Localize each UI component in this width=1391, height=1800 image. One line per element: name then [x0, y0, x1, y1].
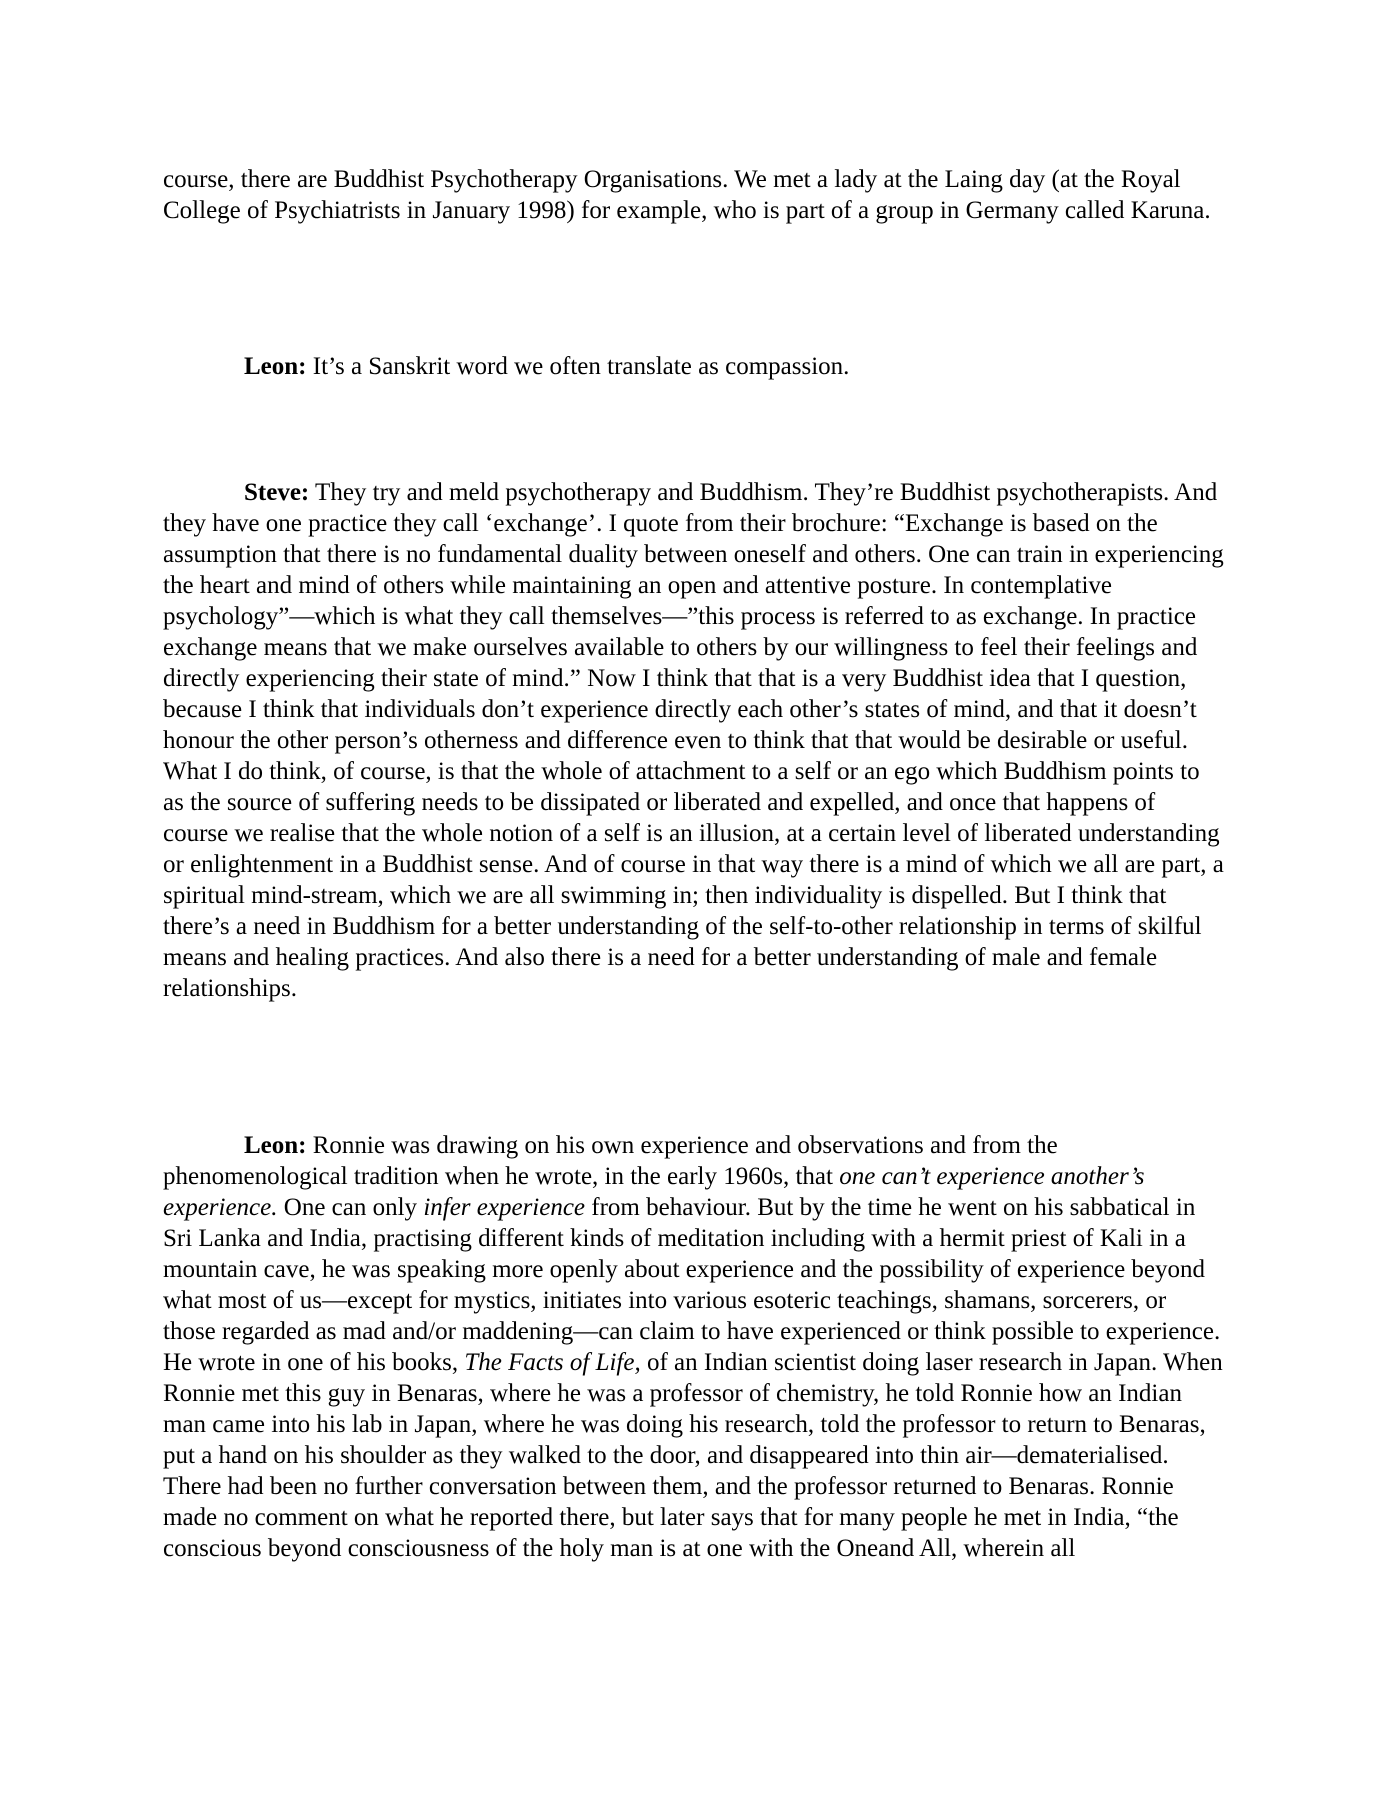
paragraph-leon-compassion: [163, 351, 1225, 382]
speaker-label: Steve:: [244, 479, 310, 506]
speaker-label: Leon:: [244, 1132, 307, 1159]
italic-text: one can’t experience another’s experience.: [163, 1163, 1145, 1221]
paragraph-text: They try and meld psychotherapy and Buddhism. They’re Buddhist psychotherapists. And they have one practice they call ‘exchange’. I quote from their brochure: “Exchange is based on the assumption that there is no fundamental duality between oneself and others. One can train in experiencing the heart and mind of others while maintaining an open and attentive posture. In contemplative psychology”—which is what they call themselves—”this process is referred to as exchange. In practice exchange means that we make ourselves available to others by our willingness to feel their feelings and directly experiencing their state of mind.” Now I think that that is a very Buddhist idea that I question, because I think that individuals don’t experience directly each other’s states of mind, and that it doesn’t honour the other person’s otherness and difference even to think that that would be desirable or useful. What I do think, of course, is that the whole of attachment to a self or an ego which Buddhism points to as the source of suffering needs to be dissipated or liberated and expelled, and once that happens of course we realise that the whole notion of a self is an illusion, at a certain level of liberated understanding or enlightenment in a Buddhist sense. And of course in that way there is a mind of which we all are part, a spiritual mind-stream, which we are all swimming in; then individuality is dispelled. But I think that there’s a need in Buddhism for a better understanding of the self-to-other relationship in terms of skilful means and healing practices. And also there is a need for a better understanding of male and female relationships.: [163, 479, 1224, 1002]
paragraph-text: Ronnie was drawing on his own experience and observations and from the phenomenological tradition when he wrote, in the early 1960s, that: [163, 1132, 1058, 1190]
paragraph-steve-exchange: [163, 477, 1225, 1004]
italic-text: infer experience: [423, 1194, 586, 1221]
paragraph-text: of an Indian scientist doing laser research in Japan. When Ronnie met this guy in Benaras, where he was a professor of chemistry, he told Ronnie how an Indian man came into his lab in Japan, where he was doing his research, told the professor to return to Benaras, put a hand on his shoulder as they walked to the door, and disappeared into thin air—dematerialised. There had been no further conversation between them, and the professor returned to Benaras. Ronnie made no comment on what he reported there, but later says that for many people he met in India, “the conscious beyond consciousness of the holy man is at one with the Oneand All, wherein all: [163, 1349, 1223, 1562]
paragraph-text: from behaviour. But by the time he went on his sabbatical in Sri Lanka and India, practising different kinds of meditation including with a hermit priest of Kali in a mountain cave, he was speaking more openly about experience and the possibility of experience beyond what most of us—except for mystics, initiates into various esoteric teachings, shamans, sorcerers, or those regarded as mad and/or maddening—can claim to have experienced or think possible to experience. He wrote in one of his books,: [163, 1194, 1221, 1376]
paragraph-text: It’s a Sanskrit word we often translate as compassion.: [306, 353, 850, 380]
book-title: The Facts of Life,: [464, 1349, 641, 1376]
paragraph-leon-ronnie: [163, 1130, 1225, 1564]
speaker-label: Leon:: [244, 353, 307, 380]
paragraph-text: One can only: [277, 1194, 424, 1221]
paragraph-text: course, there are Buddhist Psychotherapy Organisations. We met a lady at the Laing day (at the Royal College of Psychiatrists in January 1998) for example, who is part of a group in Germany called Karuna.: [163, 166, 1211, 224]
paragraph-karuna-intro: [163, 164, 1225, 226]
